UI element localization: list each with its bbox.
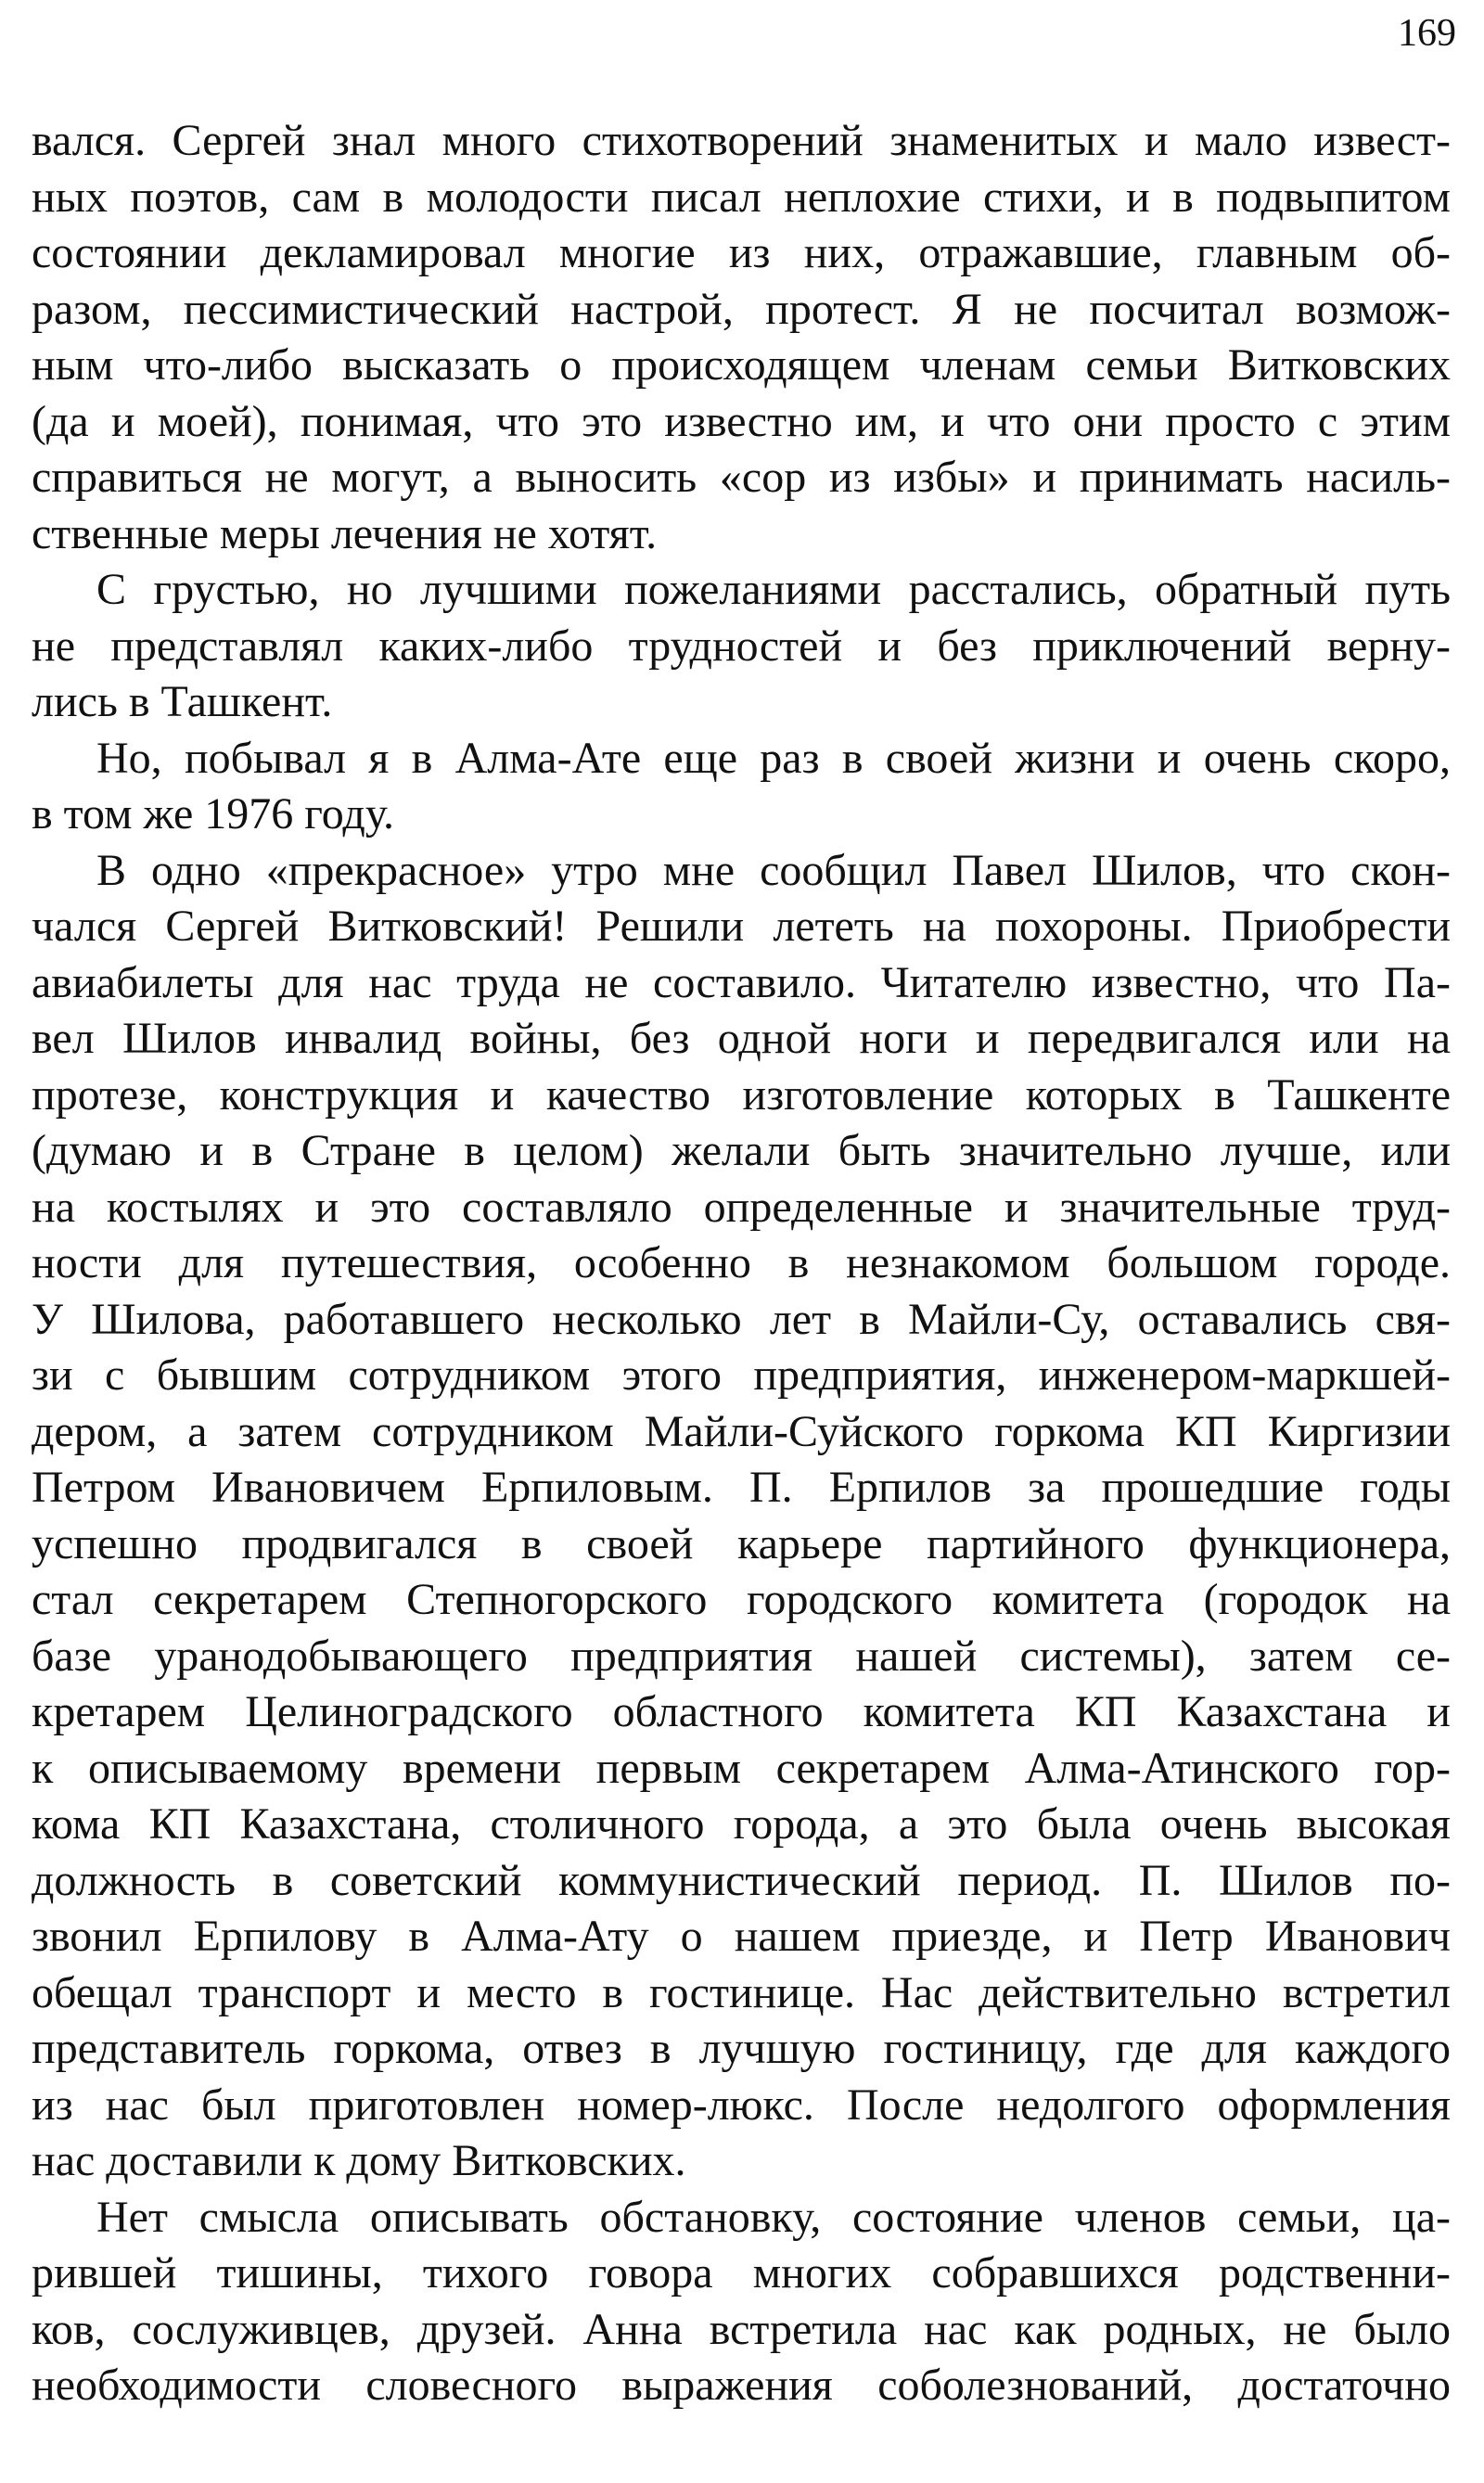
text-line: Петром Ивановичем Ерпиловым. П. Ерпилов за прошедшие годы [32, 1463, 1451, 1512]
text-line: лись в Ташкент. [32, 677, 333, 726]
text-line: должность в советский коммунистический период. П. Шилов по- [32, 1855, 1451, 1905]
text-line: зи с бывшим сотрудником этого предприятия, инженером-маркшей- [32, 1350, 1451, 1400]
text-line: Но, побывал я в Алма-Ате еще раз в своей жизни и очень скоро, [96, 733, 1451, 783]
text-line: ственные меры лечения не хотят. [32, 508, 658, 558]
text-line: вел Шилов инвалид войны, без одной ноги и передвигался или на [32, 1014, 1451, 1063]
text-line: чался Сергей Витковский! Решили лететь на похороны. Приобрести [32, 902, 1451, 951]
text-line: рившей тишины, тихого говора многих собравшихся родственни- [32, 2248, 1451, 2297]
text-line: стал секретарем Степногорского городского комитета (городок на [32, 1575, 1451, 1624]
page-number: 169 [1398, 12, 1456, 55]
text-line: С грустью, но лучшими пожеланиями расстались, обратный путь [96, 565, 1451, 614]
text-line: на костылях и это составляло определенные и значительные труд- [32, 1182, 1451, 1232]
text-line: вался. Сергей знал много стихотворений знаменитых и мало извест- [32, 116, 1451, 165]
text-line: Нет смысла описывать обстановку, состояние членов семьи, ца- [96, 2192, 1451, 2242]
text-line: кома КП Казахстана, столичного города, а это была очень высокая [32, 1799, 1451, 1849]
text-line: состоянии декламировал многие из них, отражавшие, главным об- [32, 228, 1451, 277]
text-line: ных поэтов, сам в молодости писал неплохие стихи, и в подвыпитом [32, 172, 1451, 222]
text-line: авиабилеты для нас труда не составило. Читателю известно, что Па- [32, 957, 1451, 1007]
text-line: не представлял каких-либо трудностей и без приключений верну- [32, 621, 1451, 671]
text-line: протезе, конструкция и качество изготовление которых в Ташкенте [32, 1069, 1451, 1120]
text-line: (думаю и в Стране в целом) желали быть значительно лучше, или [32, 1126, 1451, 1175]
text-line: представитель горкома, отвез в лучшую гостиницу, где для каждого [32, 2024, 1451, 2073]
text-line: обещал транспорт и место в гостинице. Нас действительно встретил [32, 1967, 1451, 2017]
text-line: кретарем Целиноградского областного комитета КП Казахстана и [32, 1687, 1451, 1736]
text-line: дером, а затем сотрудником Майли-Суйского горкома КП Киргизии [32, 1406, 1451, 1456]
text-line: У Шилова, работавшего несколько лет в Майли-Су, оставались свя- [32, 1294, 1451, 1344]
text-line: базе уранодобывающего предприятия нашей системы), затем се- [32, 1631, 1451, 1681]
body-text [32, 113, 1451, 2414]
text-line: ным что-либо высказать о происходящем членам семьи Витковских [32, 340, 1451, 390]
text-line: разом, пессимистический настрой, протест. Я не посчитал возмож- [32, 284, 1451, 334]
text-line: В одно «прекрасное» утро мне сообщил Павел Шилов, что скон- [96, 845, 1451, 895]
text-line: необходимости словесного выражения соболезнований, достаточно [32, 2361, 1451, 2410]
text-line: к описываемому времени первым секретарем Алма-Атинского гор- [32, 1743, 1451, 1793]
text-line: (да и моей), понимая, что это известно им, и что они просто с этим [32, 396, 1451, 446]
text-line: справиться не могут, а выносить «сор из избы» и принимать насиль- [32, 453, 1451, 502]
text-line: звонил Ерпилову в Алма-Ату о нашем приезде, и Петр Иванович [32, 1912, 1451, 1961]
text-line: нас доставили к дому Витковских. [32, 2136, 686, 2185]
text-line: из нас был приготовлен номер-люкс. После недолгого оформления [32, 2080, 1451, 2130]
text-line: ности для путешествия, особенно в незнакомом большом городе. [32, 1238, 1451, 1287]
text-line: ков, сослуживцев, друзей. Анна встретила нас как родных, не было [32, 2304, 1451, 2354]
text-line: успешно продвигался в своей карьере партийного функционера, [32, 1518, 1451, 1568]
text-line: в том же 1976 году. [32, 789, 395, 838]
